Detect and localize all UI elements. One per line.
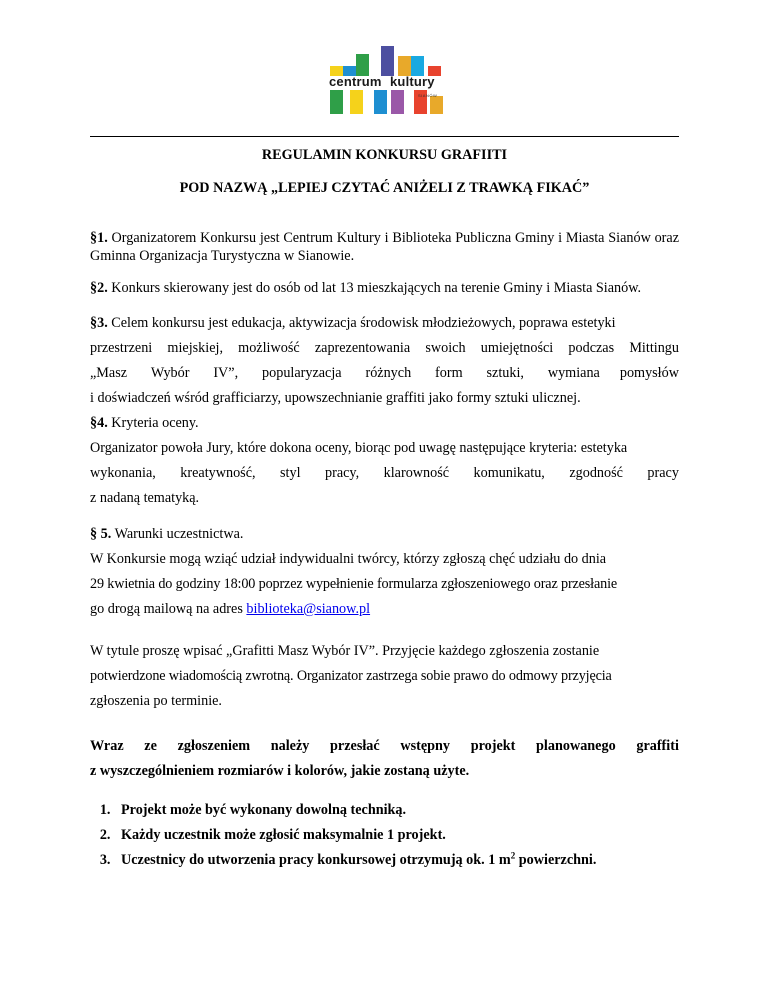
section-5 [90, 522, 679, 784]
section-4-line-1: Organizator powoła Jury, które dokona oceny, biorąc pod uwagę następujące kryteria: estetyka [90, 440, 628, 456]
section-5-p3-line-2: z wyszczególnieniem rozmiarów i kolorów, jakie zostaną użyte. [90, 763, 470, 779]
rules-list [90, 798, 679, 873]
document-title: REGULAMIN KONKURSU GRAFIITI [261, 147, 508, 163]
logo-bar-yellow-lower [350, 90, 363, 114]
section-3-line-4: i doświadczeń wśród grafficiarzy, upowszechnianie graffiti jako formy sztuki ulicznej. [90, 390, 581, 406]
section-4-line-2: wykonania, kreatywność, styl pracy, klarowność komunikatu, zgodność pracy [90, 465, 679, 481]
section-3-line-1: §3. Celem konkursu jest edukacja, aktywizacja środowisk młodzieżowych, poprawa estetyki [90, 315, 616, 331]
section-3 [90, 311, 679, 411]
section-1-number: §1. [90, 230, 108, 246]
logo-text-kultury: kultury [390, 74, 435, 89]
list-item: 3. Uczestnicy do utworzenia pracy konkursowej otrzymują ok. 1 $m^2$ powierzchni. [114, 848, 679, 873]
list-item: 1. Projekt może być wykonany dowolną techniką. [114, 798, 679, 823]
logo-bar-orange-lower [430, 96, 443, 114]
section-4-line-3: z nadaną tematyką. [90, 490, 200, 506]
section-5-p1-line-2: 29 kwietnia do godziny 18:00 poprzez wypełnienie formularza zgłoszeniowego oraz przesłanie [90, 576, 618, 592]
document-body [90, 229, 679, 873]
section-5-p1-line-1: W Konkursie mogą wziąć udział indywidualni twórcy, którzy zgłoszą chęć udziału do dnia [90, 551, 607, 567]
logo-bar-blue-lower [374, 90, 387, 114]
section-3-line-2: przestrzeni miejskiej, możliwość zaprezentowania swoich umiejętności podczas Mittingu [90, 340, 679, 356]
section-2 [90, 279, 679, 297]
section-1 [90, 229, 679, 265]
list-item: 2. Każdy uczestnik może zgłosić maksymalnie 1 projekt. [114, 823, 679, 848]
section-2-text: Konkurs skierowany jest do osób od lat 13 mieszkających na terenie Gminy i Miasta Sianów. [111, 280, 642, 296]
section-3-line-3: „Masz Wybór IV”, popularyzacja różnych form sztuki, wymiana pomysłów [90, 365, 679, 381]
section-5-p2-line-2: potwierdzone wiadomością zwrotną. Organizator zastrzega sobie prawo do odmowy przyjęcia [90, 668, 612, 684]
document-subtitle: POD NAZWĄ „LEPIEJ CZYTAĆ ANIŻELI Z TRAWKĄ FIKAĆ” [179, 180, 590, 196]
section-4-heading: §4. Kryteria oceny. [90, 415, 199, 431]
section-1-text: Organizatorem Konkursu jest Centrum Kultury i Biblioteka Publiczna Gminy i Miasta Sianów oraz Gminna Organizacja Turystyczna w Sianowie. [90, 230, 679, 264]
section-5-p3-line-1: Wraz ze zgłoszeniem należy przesłać wstępny projekt planowanego graffiti [90, 738, 679, 754]
section-5-number: § 5. [90, 526, 112, 542]
logo-bar-violet-lower [391, 90, 404, 114]
section-2-number: §2. [90, 280, 108, 296]
logo-text-centrum: centrum [329, 74, 382, 89]
section-5-p2-line-3: zgłoszenia po terminie. [90, 693, 222, 709]
section-3-number: §3. [90, 315, 108, 331]
section-5-heading: § 5. Warunki uczestnictwa. [90, 526, 244, 542]
header-rule [90, 136, 679, 137]
section-4 [90, 411, 679, 511]
centrum-kultury-logo [322, 46, 444, 114]
email-link[interactable]: biblioteka@sianow.pl [246, 601, 371, 617]
logo-bar-green-lower [330, 90, 343, 114]
section-5-p1-line-3: go drogą mailową na adres biblioteka@sianow.pl [90, 601, 371, 617]
logo-subtext: SIANÓW [418, 93, 438, 98]
section-4-number: §4. [90, 415, 108, 431]
section-5-p2-line-1: W tytule proszę wpisać „Grafitti Masz Wybór IV”. Przyjęcie każdego zgłoszenia zostanie [90, 643, 600, 659]
